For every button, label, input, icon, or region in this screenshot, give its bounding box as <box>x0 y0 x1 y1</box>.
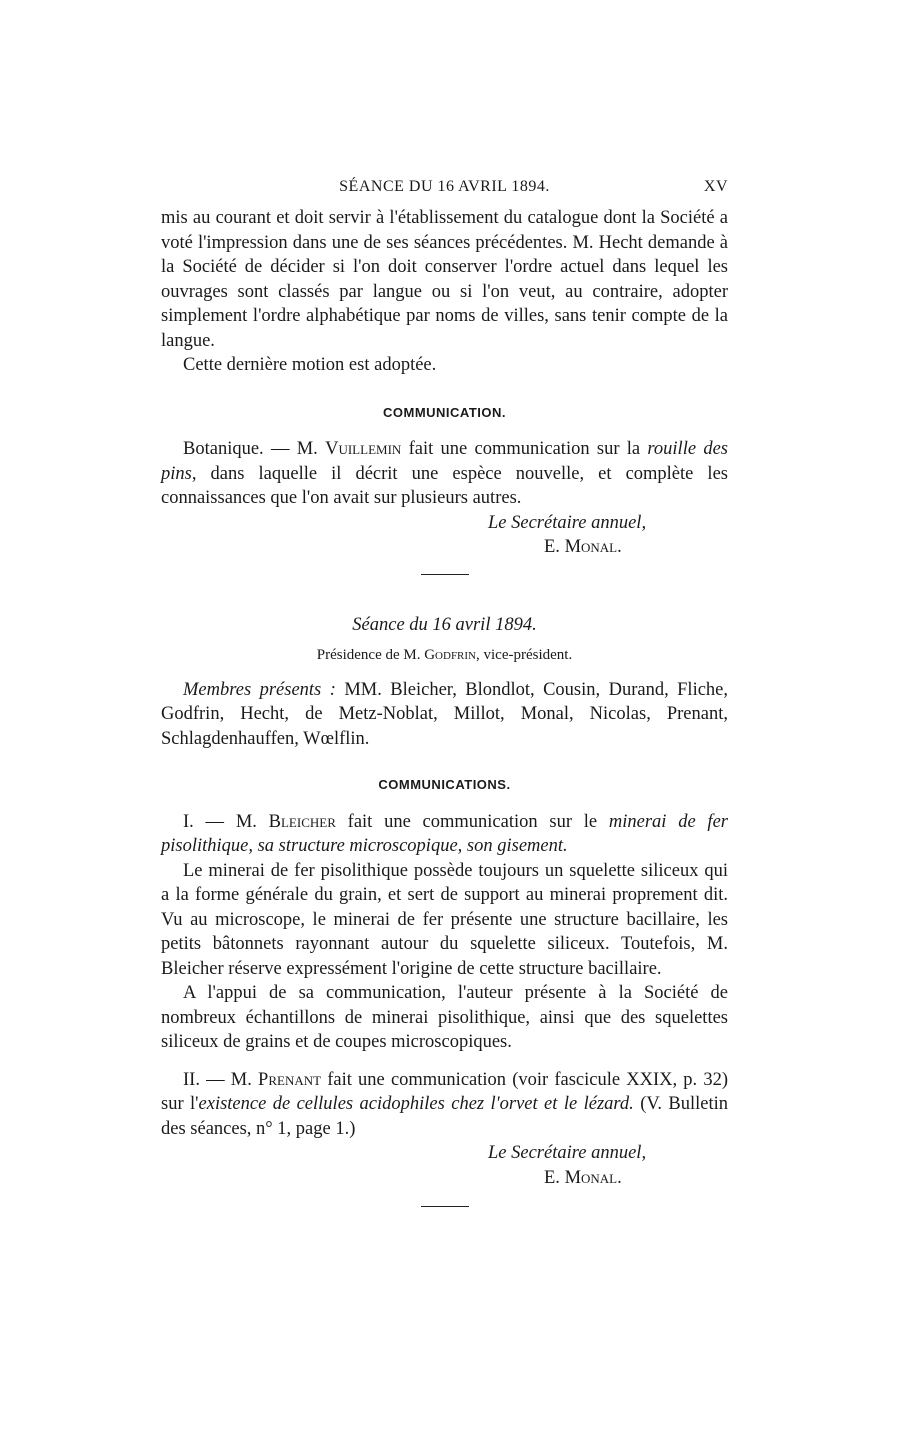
seance-title: Séance du 16 avril 1894. <box>352 614 537 635</box>
signature-surname-2: Monal. <box>564 1167 622 1188</box>
presidence-prefix: Présidence de M. <box>316 647 425 663</box>
members-list: MM. Bleicher, Blondlot, Cousin, Durand, Fliche, Godfrin, Hecht, de Metz-Noblat, Millot, Monal, Nicolas, Prenant, Schlagdenhauffen, Wœlflin. <box>161 679 729 749</box>
communication-heading: COMMUNICATION. <box>382 404 507 420</box>
item2-text-2: (V. Bulletin des séances, n° 1, page 1.) <box>161 1094 728 1139</box>
item2-paragraph <box>161 1068 728 1142</box>
page-number: XV <box>703 178 728 195</box>
signature-name-2 <box>161 1166 728 1191</box>
top-paragraph: mis au courant et doit servir à l'établissement du catalogue dont la Société a voté l'impression dans une de ses séances précédentes. M. Hecht demande à la Société de décider si l'on doit conserver l'ordre actuel dans lequel les ouvrages sont classés par langue ou si l'on veut, au contraire, adopter simplement l'ordre alphabétique par noms de villes, sans tenir compte de la langue. <box>161 208 728 351</box>
item1-paragraph-3: A l'appui de sa communication, l'auteur présente à la Société de nombreux échantillons de minerai pisolithique, ainsi que des squelettes siliceux de grains et de coupes microscopiques. <box>161 983 728 1052</box>
signature-surname-1: Monal. <box>564 537 622 557</box>
item2-author: Prenant <box>258 1069 322 1090</box>
botanique-paragraph <box>161 437 728 511</box>
item1-text-1: fait une communication sur le <box>335 811 609 832</box>
presidence-name: Godfrin <box>424 647 477 663</box>
item2-text-1: fait une communication (voir fascicule XXIX, p. 32) sur l' <box>161 1069 728 1114</box>
botanique-title: rouille des pins <box>161 439 728 484</box>
item2-number: II. — M. <box>183 1069 259 1090</box>
members-paragraph <box>161 678 728 752</box>
item2-title: existence de cellules acidophiles chez l'orvet et le lézard. <box>198 1094 634 1114</box>
item1-paragraph <box>161 810 728 859</box>
communications-heading: COMMUNICATIONS. <box>378 777 511 792</box>
botanique-text-2: , dans laquelle il décrit une espèce nouvelle, et complète les connaissances que l'on avait sur plusieurs autres. <box>161 463 728 508</box>
document-page <box>161 176 728 1207</box>
signature-initial-2: E. <box>544 1167 565 1188</box>
presidence-suffix: , vice-président. <box>476 647 573 663</box>
item1-number: I. — M. <box>183 811 269 832</box>
members-label: Membres présents : <box>183 679 336 700</box>
signature-block-1 <box>161 511 728 560</box>
item1-paragraph-2: Le minerai de fer pisolithique possède toujours un squelette siliceux qui a la forme générale du grain, et sert de support au minerai proprement dit. Vu au microscope, le minerai de fer présente une structure bacillaire, les petits bâtonnets rayonnant autour du squelette siliceux. Toutefois, M. Bleicher réserve expressément l'origine de cette structure bacillaire. <box>161 860 728 979</box>
botanique-text-1: fait une communication sur la <box>401 439 648 459</box>
botanique-lead: Botanique. <box>183 439 264 459</box>
signature-initial-1: E. <box>544 537 565 557</box>
separator-rule-2 <box>421 1206 469 1207</box>
running-head-title: SÉANCE DU 16 AVRIL 1894. <box>339 178 550 195</box>
signature-title-2: Le Secrétaire annuel, <box>488 1143 647 1163</box>
item1-author: Bleicher <box>268 811 336 832</box>
botanique-author: Vuillemin <box>325 439 402 459</box>
presidence-line <box>161 643 728 668</box>
signature-title-1: Le Secrétaire annuel, <box>488 512 647 533</box>
item1-title: minerai de fer pisolithique, sa structure microscopique, son gisement. <box>161 811 728 856</box>
signature-block-2 <box>161 1141 728 1190</box>
signature-name-1 <box>161 535 728 560</box>
motion-paragraph: Cette dernière motion est adoptée. <box>183 355 437 375</box>
running-head <box>161 176 728 206</box>
botanique-dash: — M. <box>263 439 326 459</box>
